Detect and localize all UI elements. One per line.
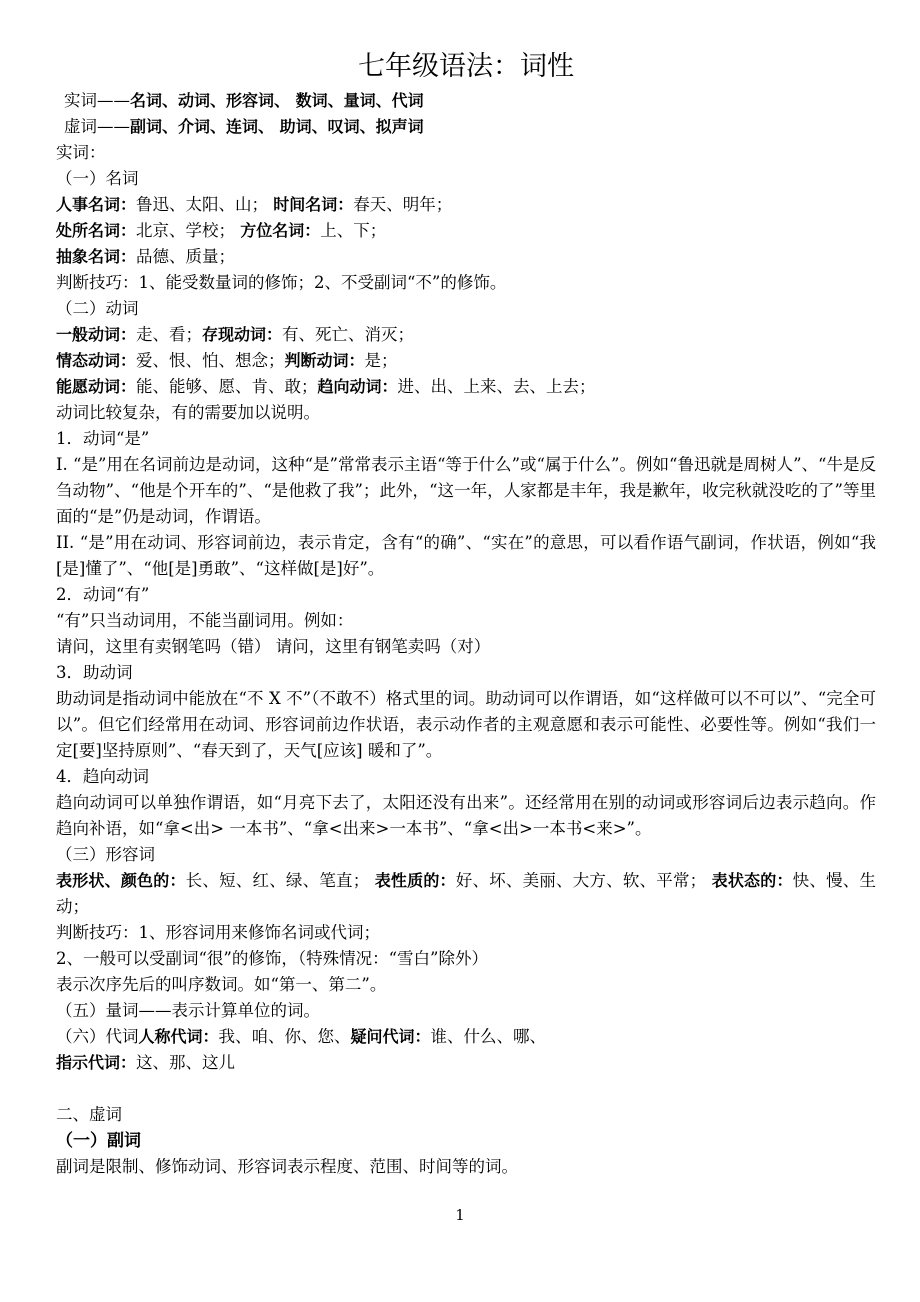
- verb-label: 情态动词：: [56, 351, 137, 370]
- measure-line: （五）量词——表示计算单位的词。: [56, 1001, 320, 1020]
- page-title: 七年级语法：词性: [358, 51, 574, 82]
- adjective-examples: 快、慢、生动；: [56, 871, 876, 916]
- noun-examples: 春天、明年；: [353, 195, 453, 214]
- noun-line-1: [56, 192, 876, 218]
- noun-examples: 上、下；: [320, 221, 387, 240]
- numeral-line: 表示次序先后的叫序数词。如“第一、第二”。: [56, 975, 387, 994]
- verb-paragraph: 助动词是指动词中能放在“不 X 不”（不敢不）格式里的词。助动词可以作谓语，如“这样做可以不可以”、“完全可以”。但它们经常用在动词、形容词前边作状语，表示动作者的主观意愿和表示可能性、必要性等。例如“我们一定[要]坚持原则”、“春天到了，天气[应该] 暖和了”。: [56, 689, 876, 760]
- pronoun-prefix: （六）代词: [56, 1027, 139, 1046]
- adjective-examples: 好、坏、美丽、大方、软、平常；: [455, 871, 712, 890]
- noun-label: 处所名词：: [56, 221, 137, 240]
- verb-examples: 是；: [364, 351, 398, 370]
- verb-examples: 走、看；: [136, 325, 203, 344]
- verb-section-heading: 2．动词“有”: [56, 585, 150, 604]
- summary-shici-prefix: 实词——: [64, 91, 130, 110]
- verb-paragraph: “有”只当动词用，不能当副词用。例如：: [56, 611, 354, 630]
- adjective-label: 表形状、颜色的：: [56, 871, 186, 890]
- verb-line-1: [56, 322, 876, 348]
- verb-note: 动词比较复杂，有的需要加以说明。: [56, 403, 320, 422]
- verb-examples: 进、出、上来、去、上去；: [397, 377, 596, 396]
- document-page: [56, 48, 876, 1180]
- xuci-heading: 二、虚词: [56, 1105, 122, 1124]
- verb-line-2: [56, 348, 876, 374]
- verb-label: 能愿动词：: [56, 377, 137, 396]
- noun-examples: 北京、学校；: [136, 221, 241, 240]
- verb-examples: 能、能够、愿、肯、敢；: [136, 377, 318, 396]
- verb-paragraph: I. “是”用在名词前边是动词，这种“是”常常表示主语“等于什么”或“属于什么”。例如“鲁迅就是周树人”、“牛是反刍动物”、“他是个开车的”、“是他救了我”；此外，“这一年，人家都是丰年，我是歉年，收完秋就没吃的了”等里面的“是”仍是动词，作谓语。: [56, 455, 876, 526]
- summary-xuci: [56, 114, 876, 140]
- verb-section-heading: 4．趋向动词: [56, 767, 149, 786]
- pronoun-line-2: [56, 1050, 876, 1076]
- pronoun-line-1: [56, 1024, 876, 1050]
- blank-line: [56, 1076, 876, 1102]
- adjective-tip: 2、一般可以受副词“很”的修饰，（特殊情况：“雪白”除外）: [56, 949, 488, 968]
- shici-heading: 实词：: [56, 143, 106, 162]
- adjective-label: 表状态的：: [711, 871, 793, 890]
- page-number: 1: [455, 1206, 465, 1224]
- adjective-label: 表性质的：: [374, 871, 456, 890]
- noun-heading: （一）名词: [56, 169, 139, 188]
- pronoun-examples: 我、咱、你、您、: [218, 1027, 351, 1046]
- verb-heading: （二）动词: [56, 299, 139, 318]
- pronoun-label: 疑问代词：: [350, 1027, 431, 1046]
- summary-shici: [56, 88, 876, 114]
- verb-section-heading: 3．助动词: [56, 663, 133, 682]
- verb-label: 判断动词：: [284, 351, 365, 370]
- adjective-line-1: [56, 868, 876, 920]
- adverb-definition: 副词是限制、修饰动词、形容词表示程度、范围、时间等的词。: [56, 1157, 518, 1176]
- adjective-tip: 判断技巧：1、形容词用来修饰名词或代词；: [56, 923, 380, 942]
- verb-line-3: [56, 374, 876, 400]
- pronoun-examples: 谁、什么、哪、: [430, 1027, 547, 1046]
- summary-shici-list: 名词、动词、形容词、 数词、量词、代词: [130, 91, 424, 110]
- adjective-heading: （三）形容词: [56, 845, 155, 864]
- noun-label: 时间名词：: [273, 195, 354, 214]
- noun-label: 抽象名词：: [56, 247, 137, 266]
- verb-label: 一般动词：: [56, 325, 137, 344]
- verb-examples: 有、死亡、消灭；: [282, 325, 415, 344]
- noun-tip: 判断技巧：1、能受数量词的修饰；2、不受副词“不”的修饰。: [56, 273, 507, 292]
- verb-paragraph: 趋向动词可以单独作谓语，如“月亮下去了，太阳还没有出来”。还经常用在别的动词或形容词后边表示趋向。作趋向补语，如“拿<出> 一本书”、“拿<出来>一本书”、“拿<出>一本书<来>”。: [56, 793, 876, 838]
- noun-examples: 品德、质量；: [136, 247, 236, 266]
- verb-label: 存现动词：: [202, 325, 283, 344]
- noun-examples: 鲁迅、太阳、山；: [136, 195, 274, 214]
- pronoun-label: 人称代词：: [138, 1027, 219, 1046]
- adverb-heading: （一）副词: [56, 1131, 141, 1151]
- verb-section-heading: 1．动词“是”: [56, 429, 150, 448]
- verb-example: 请问，这里有卖钢笔吗（错） 请问，这里有钢笔卖吗（对）: [56, 637, 491, 656]
- noun-label: 人事名词：: [56, 195, 137, 214]
- summary-xuci-prefix: 虚词——: [64, 117, 130, 136]
- noun-line-2: [56, 218, 876, 244]
- pronoun-examples: 这、那、这儿: [136, 1053, 236, 1072]
- noun-line-3: [56, 244, 876, 270]
- noun-label: 方位名词：: [240, 221, 321, 240]
- summary-xuci-list: 副词、介词、连词、 助词、叹词、拟声词: [130, 117, 424, 136]
- verb-paragraph: II. “是”用在动词、形容词前边，表示肯定，含有“的确”、“实在”的意思，可以看作语气副词，作状语，例如“我[是]懂了”、“他[是]勇敢”、“这样做[是]好”。: [56, 533, 876, 578]
- pronoun-label: 指示代词：: [56, 1053, 137, 1072]
- verb-examples: 爱、恨、怕、想念；: [136, 351, 285, 370]
- verb-label: 趋向动词：: [317, 377, 398, 396]
- adjective-examples: 长、短、红、绿、笔直；: [185, 871, 375, 890]
